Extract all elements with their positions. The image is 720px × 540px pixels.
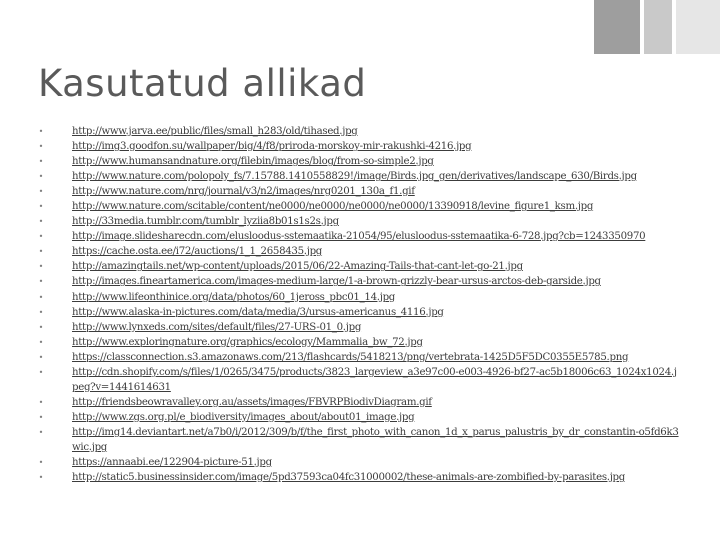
source-link[interactable]: http://image.slidesharecdn.com/elusloodus-sstemaatika-21054/95/elusloodus-sstemaatika-6-728.jpg?cb=1243350970 — [72, 231, 646, 243]
list-item — [36, 350, 682, 365]
bullet-icon: • — [38, 142, 44, 152]
source-link[interactable]: http://static5.businessinsider.com/image/5pd37593ca04fc31000002/these-animals-are-zombified-by-parasites.jpg — [72, 472, 625, 484]
list-item — [36, 425, 682, 455]
bullet-icon: • — [38, 247, 44, 257]
bullet-icon: • — [38, 202, 44, 212]
bullet-icon: • — [38, 427, 44, 437]
bullet-icon: • — [38, 172, 44, 182]
bullet-icon: • — [38, 307, 44, 317]
source-link[interactable]: http://friendsbeowravalley.org.au/assets/images/FBVRPBiodivDiagram.gif — [72, 396, 432, 408]
list-item — [36, 214, 682, 229]
list-item — [36, 229, 682, 244]
source-link[interactable]: http://www.humansandnature.org/filebin/images/blog/from-so-simple2.jpg — [72, 156, 434, 168]
list-item — [36, 470, 682, 485]
bullet-icon: • — [38, 473, 44, 483]
source-link[interactable]: http://www.alaska-in-pictures.com/data/media/3/ursus-americanus_4116.jpg — [72, 306, 444, 318]
list-item — [36, 365, 682, 395]
list-item — [36, 154, 682, 169]
source-link[interactable]: http://www.jarva.ee/public/files/small_h283/old/tihased.jpg — [72, 126, 358, 137]
bullet-icon: • — [38, 352, 44, 362]
bullet-icon: • — [38, 187, 44, 197]
source-link[interactable]: http://www.zgs.org.pl/e_biodiversity/images_about/about01_image.jpg — [72, 411, 415, 423]
bullet-icon: • — [38, 292, 44, 302]
bullet-icon: • — [38, 367, 44, 377]
bullet-icon: • — [38, 157, 44, 167]
bullet-icon: • — [38, 322, 44, 332]
list-item — [36, 305, 682, 320]
decor-bar-dark — [594, 0, 640, 54]
source-link[interactable]: https://classconnection.s3.amazonaws.com/213/flashcards/5418213/png/vertebrata-1425D5F5DC0355E5785.png — [72, 351, 629, 363]
source-link[interactable]: http://amazingtails.net/wp-content/uploads/2015/06/22-Amazing-Tails-that-cant-let-go-21.jpg — [72, 261, 523, 273]
source-list — [36, 124, 682, 485]
source-link[interactable]: http://img3.goodfon.su/wallpaper/big/4/f8/priroda-morskoy-mir-rakushki-4216.jpg — [72, 141, 472, 153]
source-link[interactable]: https://cache.osta.ee/i72/auctions/1_1_2658435.jpg — [72, 246, 323, 258]
list-item — [36, 199, 682, 214]
list-item — [36, 335, 682, 350]
source-link[interactable]: http://www.lifeonthinice.org/data/photos/60_1jeross_pbc01_14.jpg — [72, 291, 396, 303]
list-item — [36, 259, 682, 274]
list-item — [36, 395, 682, 410]
source-link[interactable]: http://img14.deviantart.net/a7b0/i/2012/309/b/f/the_first_photo_with_canon_1d_x_parus_palustris_by_dr_constantin-o5fd6k3wic.jpg — [72, 426, 679, 453]
source-link[interactable]: http://33media.tumblr.com/tumblr_lyziia8b01s1s2s.jpg — [72, 216, 339, 228]
list-item — [36, 410, 682, 425]
slide-title: Kasutatud allikad — [38, 62, 367, 105]
bullet-icon: • — [38, 277, 44, 287]
list-item — [36, 139, 682, 154]
list-item — [36, 184, 682, 199]
bullet-icon: • — [38, 127, 44, 136]
bullet-icon: • — [38, 262, 44, 272]
source-link[interactable]: http://www.nature.com/polopoly_fs/7.15788.1410558829!/image/Birds.jpg_gen/derivatives/landscape_630/Birds.jpg — [72, 171, 637, 183]
bullet-icon: • — [38, 217, 44, 227]
bullet-icon: • — [38, 458, 44, 468]
bullet-icon: • — [38, 337, 44, 347]
bullet-icon: • — [38, 412, 44, 422]
list-item — [36, 169, 682, 184]
list-item — [36, 320, 682, 335]
bullet-icon: • — [38, 232, 44, 242]
list-item — [36, 124, 682, 139]
source-link[interactable]: http://www.nature.com/scitable/content/ne0000/ne0000/ne0000/ne0000/13390918/levine_figure1_ksm.jpg — [72, 201, 594, 213]
source-link[interactable]: http://www.lynxeds.com/sites/default/files/27-URS-01_0.jpg — [72, 321, 362, 333]
source-link[interactable]: http://www.exploringnature.org/graphics/ecology/Mammalia_bw_72.jpg — [72, 336, 423, 348]
source-link[interactable]: http://www.nature.com/nrg/journal/v3/n2/images/nrg0201_130a_f1.gif — [72, 186, 415, 198]
source-link[interactable]: http://images.fineartamerica.com/images-medium-large/1-a-brown-grizzly-bear-ursus-arctos-deb-garside.jpg — [72, 276, 601, 288]
bullet-icon: • — [38, 397, 44, 407]
list-item — [36, 455, 682, 470]
list-item — [36, 290, 682, 305]
source-link[interactable]: https://annaabi.ee/122904-picture-51.jpg — [72, 457, 272, 469]
decor-bar-light — [676, 0, 720, 54]
source-link[interactable]: http://cdn.shopify.com/s/files/1/0265/3475/products/3823_largeview_a3e97c00-e003-4926-bf27-ac5b18006c63_1024x1024.jpeg?v=1441614631 — [72, 366, 677, 393]
decor-bar-mid — [644, 0, 672, 54]
list-item — [36, 274, 682, 289]
list-item — [36, 244, 682, 259]
